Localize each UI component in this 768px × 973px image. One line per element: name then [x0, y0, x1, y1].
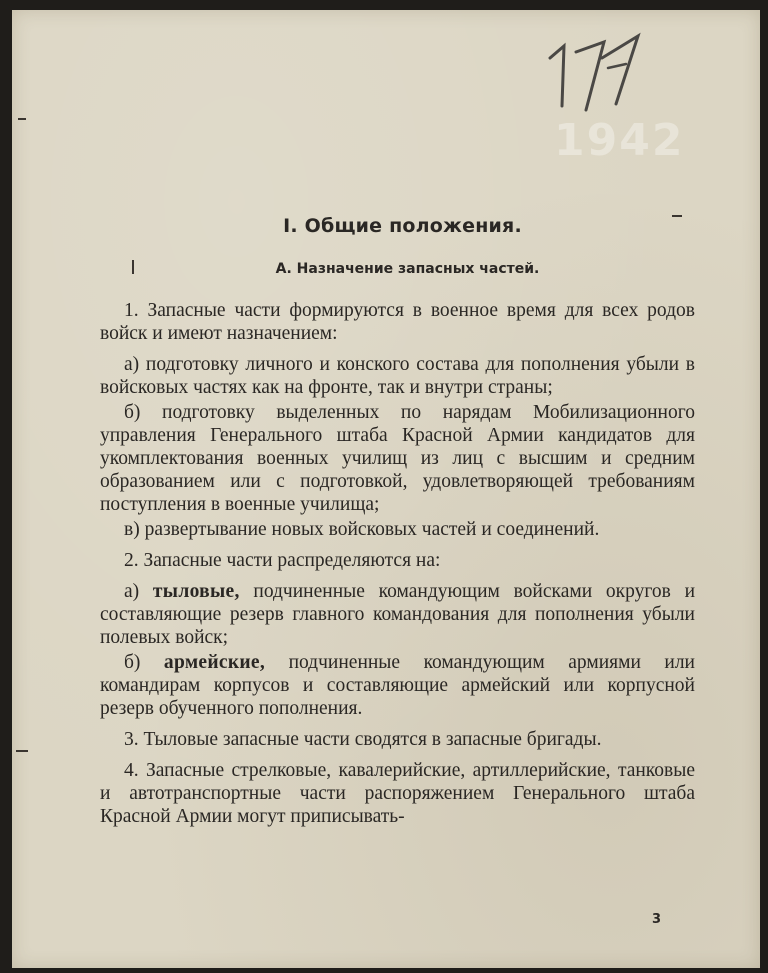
paragraph	[100, 580, 695, 649]
list-marker: а)	[124, 581, 140, 602]
list-marker: б)	[124, 652, 141, 673]
handwritten-page-number	[542, 28, 652, 118]
paragraph: 3. Тыловые запасные части сводятся в запасные бригады.	[124, 729, 602, 750]
paragraph	[100, 651, 695, 720]
paragraph-text: подчиненные командующим войсками округов и составляющие резерв главного командования для пополнения убыли полевых войск;	[100, 581, 696, 648]
document-body	[100, 215, 695, 836]
margin-mark	[16, 750, 28, 752]
emphasized-term: тыловые,	[152, 581, 240, 602]
paragraph: 2. Запасные части распределяются на:	[124, 550, 441, 571]
emphasized-term: армейские,	[163, 652, 266, 673]
paragraph: 1. Запасные части формируются в военное время для всех родов войск и имеют назначением:	[100, 300, 695, 344]
section-title: I. Общие положения.	[283, 215, 522, 237]
paragraph: а) подготовку личного и конского состава для пополнения убыли в войсковых частях как на фронте, так и внутри страны;	[100, 354, 695, 398]
page-number: 3	[652, 912, 662, 927]
margin-mark	[18, 118, 26, 120]
faded-stamp-year: 1942	[554, 115, 685, 166]
paragraph: в) развертывание новых войсковых частей и соединений.	[124, 519, 600, 540]
subsection-title: А. Назначение запасных частей.	[275, 261, 540, 277]
document-page	[12, 10, 760, 968]
paragraph: 4. Запасные стрелковые, кавалерийские, артиллерийские, танковые и автотранспортные части распоряжением Генерального штаба Красной Армии могут приписывать-	[100, 760, 695, 827]
paragraph-text: подчиненные командующим армиями или командирам корпусов и составляющие армейский или корпусной резерв обученного пополнения.	[100, 652, 695, 719]
paragraph: б) подготовку выделенных по нарядам Мобилизационного управления Генерального штаба Красной Армии кандидатов для укомплектования военных училищ из лиц с высшим и средним образованием или с подготовкой, удовлетворяющей требованиям поступления в военные училища;	[100, 402, 695, 515]
